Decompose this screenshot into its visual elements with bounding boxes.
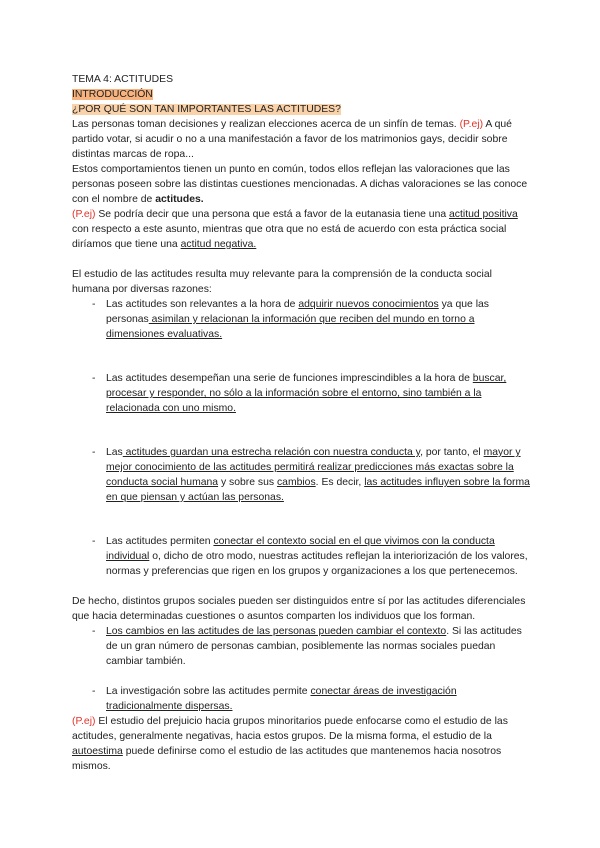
section-heading-highlight: INTRODUCCIÓN (72, 89, 153, 100)
list-item: - Las actitudes guardan una estrecha relación con nuestra conducta y, por tanto, el mayor y mejor conocimiento de las actitudes permitirá realizar predicciones más exactas sobre la conducta social humana y sobre sus cambios. Es decir, las actitudes influyen sobre la forma en que piensan y actúan las personas. (72, 445, 532, 505)
reasons-list (72, 297, 532, 579)
paragraph-1: Las personas toman decisiones y realizan elecciones acerca de un sinfín de temas. (P.ej) A qué partido votar, si acudir o no a una manifestación a favor de los matrimonios gays, decidir sobre distintas marcas de ropa... (72, 119, 512, 160)
paragraph-5: De hecho, distintos grupos sociales pueden ser distinguidos entre sí por las actitudes diferenciales que hacia determinadas cuestiones o asuntos comparten los individuos que los forman. (72, 596, 526, 622)
paragraph-3: (P.ej) Se podría decir que una persona que está a favor de la eutanasia tiene una actitud positiva con respecto a este asunto, mientras que otra que no está de acuerdo con esta práctica social diríamos que tiene una actitud negativa. (72, 209, 518, 250)
list-item: - Las actitudes desempeñan una serie de funciones imprescindibles a la hora de buscar, procesar y responder, no sólo a la información sobre el entorno, sino también a la relacionada con uno mismo. (72, 371, 532, 416)
example-marker: (P.ej) (72, 209, 96, 220)
doc-title: TEMA 4: ACTITUDES (72, 74, 174, 85)
example-marker: (P.ej) (459, 119, 484, 130)
document-page (72, 72, 532, 774)
consequences-list (72, 624, 532, 714)
list-item: - Las actitudes permiten conectar el contexto social en el que vivimos con la conducta individual o, dicho de otro modo, nuestras actitudes reflejan la interiorización de los valores, normas y preferencias que rigen en los grupos y organizaciones a los que pertenecemos. (72, 534, 532, 579)
list-item: - La investigación sobre las actitudes permite conectar áreas de investigación tradicionalmente dispersas. (72, 684, 532, 714)
paragraph-2: Estos comportamientos tienen un punto en común, todos ellos reflejan las valoraciones que las personas poseen sobre las distintas cuestiones mencionadas. A dichas valoraciones se las conoce con el nombre de actitudes. (72, 164, 528, 205)
question-heading (72, 102, 532, 117)
question-heading-highlight: ¿POR QUÉ SON TAN IMPORTANTES LAS ACTITUDES? (72, 104, 341, 115)
paragraph-6: (P.ej) El estudio del prejuicio hacia grupos minoritarios puede enfocarse como el estudio de las actitudes, generalmente negativas, hacia estos grupos. De la misma forma, el estudio de la autoestima puede definirse como el estudio de las actitudes que mantenemos hacia nosotros mismos. (72, 716, 508, 772)
paragraph-4: El estudio de las actitudes resulta muy relevante para la comprensión de la conducta social humana por diversas razones: (72, 269, 492, 295)
list-item: - Las actitudes son relevantes a la hora de adquirir nuevos conocimientos ya que las personas asimilan y relacionan la información que reciben del mundo en torno a dimensiones evaluativas. (72, 297, 532, 342)
section-heading (72, 87, 532, 102)
example-marker: (P.ej) (72, 716, 96, 727)
list-item: - Los cambios en las actitudes de las personas pueden cambiar el contexto. Si las actitudes de un gran número de personas cambian, posiblemente las normas sociales puedan cambiar también. (72, 624, 532, 669)
keyword-actitudes: actitudes. (155, 194, 204, 205)
